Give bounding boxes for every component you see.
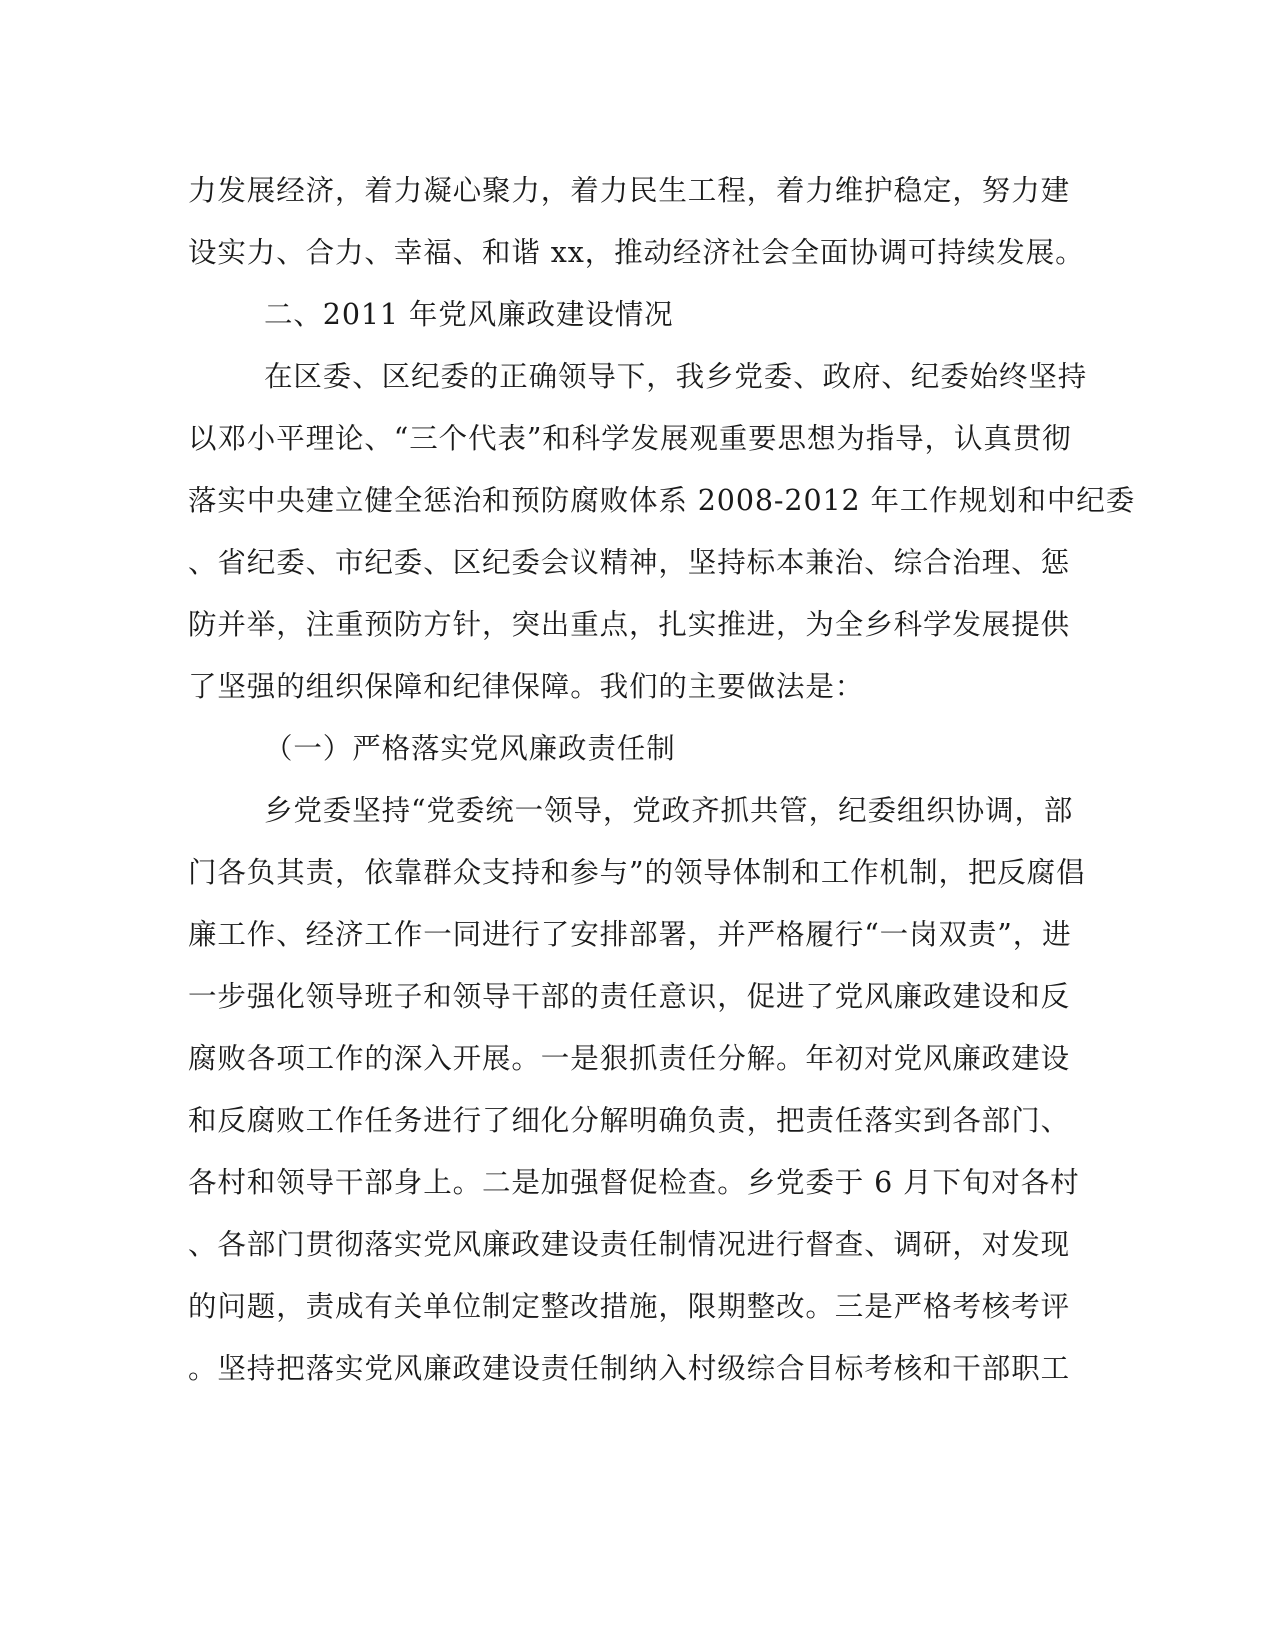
section-heading: 二、2011 年党风廉政建设情况 [264, 298, 674, 331]
text-line: 设实力、合力、幸福、和谐 xx，推动经济社会全面协调可持续发展。 [188, 236, 1085, 269]
text-line: 。坚持把落实党风廉政建设责任制纳入村级综合目标考核和干部职工 [188, 1352, 1071, 1385]
text-line: 落实中央建立健全惩治和预防腐败体系 2008-2012 年工作规划和中纪委 [188, 484, 1136, 517]
text-line: 一步强化领导班子和领导干部的责任意识，促进了党风廉政建设和反 [188, 980, 1071, 1013]
text-line: 防并举，注重预防方针，突出重点，扎实推进，为全乡科学发展提供 [188, 608, 1071, 641]
text-line: 在区委、区纪委的正确领导下，我乡党委、政府、纪委始终坚持 [264, 360, 1088, 393]
text-line: 、省纪委、市纪委、区纪委会议精神，坚持标本兼治、综合治理、惩 [188, 546, 1071, 579]
body-text [188, 160, 1136, 1400]
text-line: 门各负其责，依靠群众支持和参与”的领导体制和工作机制，把反腐倡 [188, 856, 1086, 889]
text-line: 各村和领导干部身上。二是加强督促检查。乡党委于 6 月下旬对各村 [188, 1166, 1080, 1199]
text-line: 廉工作、经济工作一同进行了安排部署，并严格履行“一岗双责”，进 [188, 918, 1072, 951]
text-line: 力发展经济，着力凝心聚力，着力民生工程，着力维护稳定，努力建 [188, 174, 1071, 207]
text-line: 和反腐败工作任务进行了细化分解明确负责，把责任落实到各部门、 [188, 1104, 1071, 1137]
text-line: 乡党委坚持“党委统一领导，党政齐抓共管，纪委组织协调，部 [264, 794, 1074, 827]
text-line: 腐败各项工作的深入开展。一是狠抓责任分解。年初对党风廉政建设 [188, 1042, 1071, 1075]
text-line: 、各部门贯彻落实党风廉政建设责任制情况进行督查、调研，对发现 [188, 1228, 1071, 1261]
subsection-heading: （一）严格落实党风廉政责任制 [264, 732, 676, 765]
text-line: 的问题，责成有关单位制定整改措施，限期整改。三是严格考核考评 [188, 1290, 1071, 1323]
text-line: 了坚强的组织保障和纪律保障。我们的主要做法是： [188, 670, 865, 703]
text-line: 以邓小平理论、“三个代表”和科学发展观重要思想为指导，认真贯彻 [188, 422, 1072, 455]
